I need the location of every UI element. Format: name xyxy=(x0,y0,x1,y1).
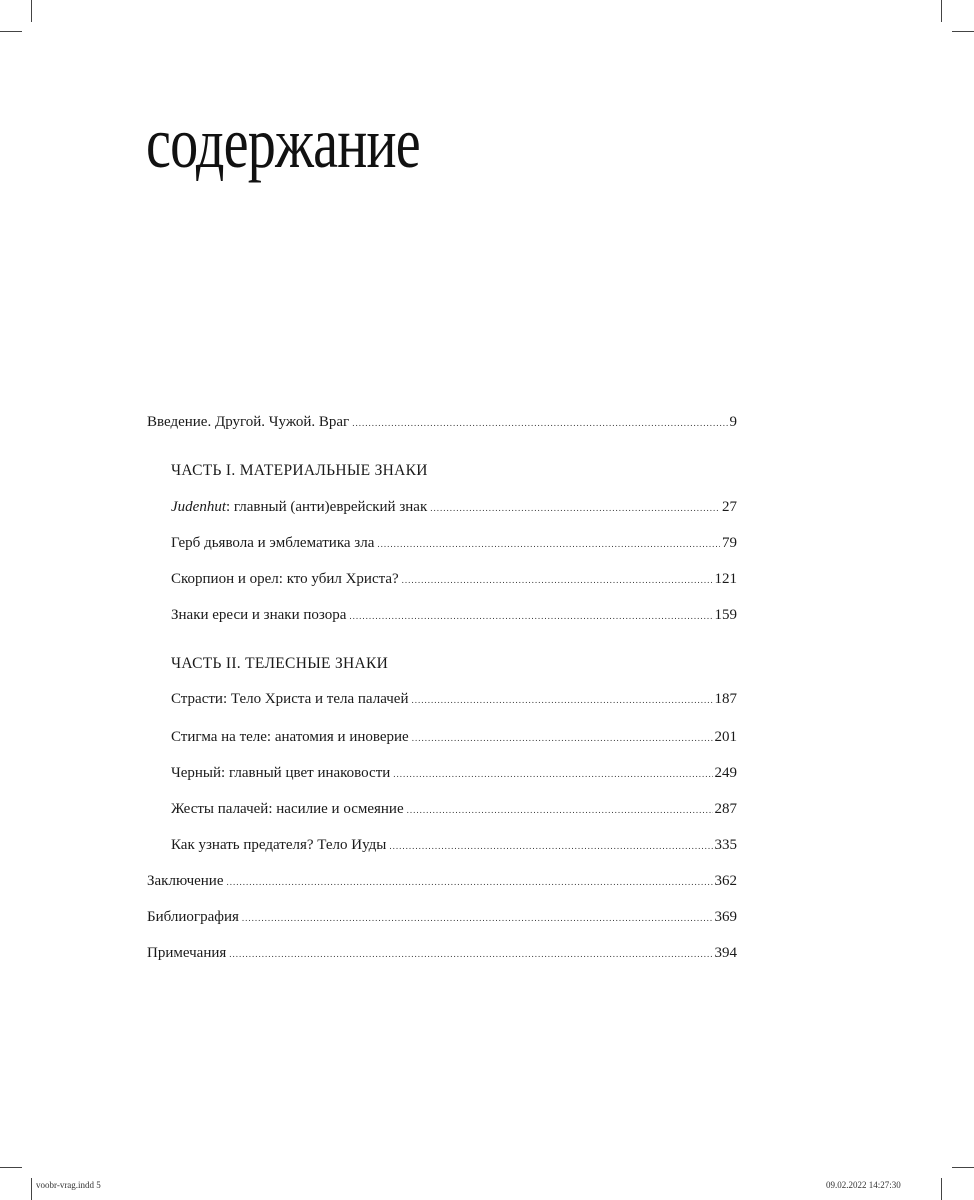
toc-entry xyxy=(171,835,737,856)
toc-entry-page: 362 xyxy=(714,873,737,889)
toc-entry-label: Примечания xyxy=(147,945,227,961)
dot-leader xyxy=(242,908,713,928)
toc-entry-label-italic: Judenhut xyxy=(171,499,226,515)
toc-entry-page: 9 xyxy=(729,414,737,430)
toc-entry-label-rest: : главный (анти)еврейский знак xyxy=(225,499,428,515)
toc-entry-page: 201 xyxy=(714,729,737,745)
toc-entry-page: 287 xyxy=(714,801,737,817)
dot-leader xyxy=(411,690,712,710)
toc-entry-page: 369 xyxy=(714,909,737,925)
toc-entry-page: 159 xyxy=(714,607,737,623)
toc-entry-label: Жесты палачей: насилие и осмеяние xyxy=(171,801,404,817)
crop-mark-top-right xyxy=(941,0,942,22)
crop-mark-bottom-left-h xyxy=(0,1167,22,1168)
toc-entry xyxy=(171,763,737,784)
dot-leader xyxy=(402,570,713,590)
dot-leader xyxy=(352,413,727,433)
toc-entry xyxy=(171,569,737,590)
toc-entry-label: Страсти: Тело Христа и тела палачей xyxy=(171,691,409,707)
crop-mark-top-left-h xyxy=(0,31,22,32)
toc-entry-label: Как узнать предателя? Тело Иуды xyxy=(171,837,387,853)
dot-leader xyxy=(407,800,713,820)
toc-entry-notes xyxy=(147,943,737,964)
toc-entry xyxy=(171,605,737,626)
toc-entry-intro xyxy=(147,412,737,433)
toc-entry xyxy=(171,689,737,710)
toc-entry xyxy=(171,799,737,820)
toc-entry-label: Герб дьявола и эмблематика зла xyxy=(171,535,375,551)
dot-leader xyxy=(393,764,712,784)
toc-entry xyxy=(171,533,737,554)
dot-leader xyxy=(430,498,720,518)
toc-entry xyxy=(171,727,737,748)
dot-leader xyxy=(389,836,712,856)
toc-entry-label: Стигма на теле: анатомия и иноверие xyxy=(171,729,409,745)
crop-mark-top-right-h xyxy=(952,31,974,32)
dot-leader xyxy=(229,944,712,964)
toc-entry-label: Знаки ереси и знаки позора xyxy=(171,607,347,623)
page-title: содержание xyxy=(146,103,420,183)
dot-leader xyxy=(349,606,712,626)
toc-entry-page: 79 xyxy=(722,535,737,551)
toc-entry-page: 394 xyxy=(714,945,737,961)
slug-file-info: voobr-vrag.indd 5 xyxy=(36,1180,101,1190)
toc-entry-page: 27 xyxy=(722,499,737,515)
toc-entry-conclusion xyxy=(147,871,737,892)
toc-entry-page: 121 xyxy=(714,571,737,587)
toc-entry-label xyxy=(171,497,427,517)
toc-entry-page: 335 xyxy=(714,837,737,853)
crop-mark-bottom-right-h xyxy=(952,1167,974,1168)
toc-entry xyxy=(171,497,737,518)
dot-leader xyxy=(412,728,713,748)
toc-entry-page: 249 xyxy=(714,765,737,781)
slug-datetime: 09.02.2022 14:27:30 xyxy=(826,1180,901,1190)
crop-mark-top-left xyxy=(31,0,32,22)
toc-entry-label: Заключение xyxy=(147,873,224,889)
toc-entry-bibliography xyxy=(147,907,737,928)
toc-entry-label: Введение. Другой. Чужой. Враг xyxy=(147,414,350,430)
dot-leader xyxy=(227,872,713,892)
crop-mark-bottom-left xyxy=(31,1178,32,1200)
toc-entry-label: Черный: главный цвет инаковости xyxy=(171,765,391,781)
crop-mark-bottom-right xyxy=(941,1178,942,1200)
toc-entry-page: 187 xyxy=(714,691,737,707)
part-heading-1: ЧАСТЬ I. МАТЕРИАЛЬНЫЕ ЗНАКИ xyxy=(171,462,428,479)
toc-entry-label: Библиография xyxy=(147,909,239,925)
toc-entry-label: Скорпион и орел: кто убил Христа? xyxy=(171,571,399,587)
part-heading-2: ЧАСТЬ II. ТЕЛЕСНЫЕ ЗНАКИ xyxy=(171,655,389,672)
dot-leader xyxy=(377,534,720,554)
